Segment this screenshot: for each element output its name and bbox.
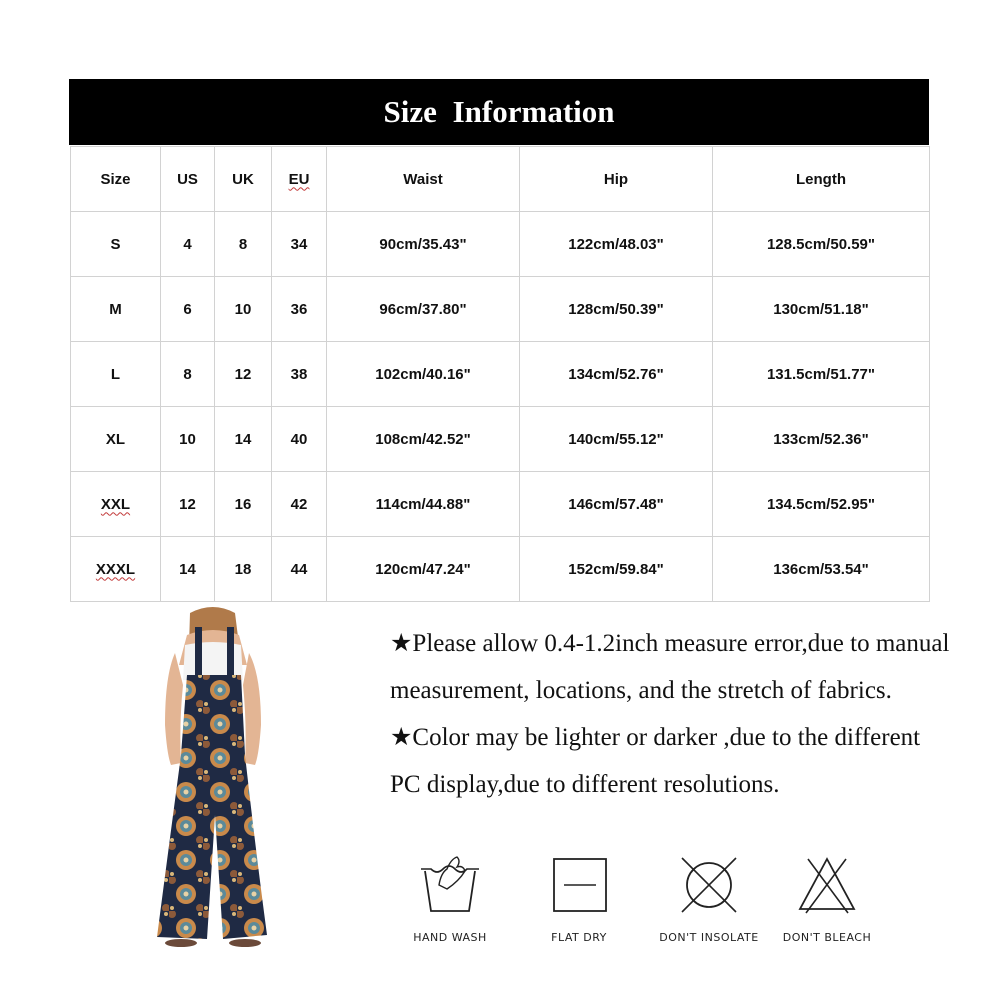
hip-cell: 128cm/50.39" — [520, 277, 713, 342]
hip-cell: 146cm/57.48" — [520, 472, 713, 537]
care-dont-insolate — [649, 855, 769, 944]
waist-cell: 102cm/40.16" — [327, 342, 520, 407]
uk-cell: 18 — [215, 537, 272, 602]
note-color-difference: ★Color may be lighter or darker ,due to the different PC display,due to different resolutions. — [390, 724, 921, 798]
header-size: Size — [71, 147, 161, 212]
header-us: US — [161, 147, 215, 212]
uk-cell: 16 — [215, 472, 272, 537]
dont-bleach-label: DON'T BLEACH — [782, 931, 872, 944]
length-cell: 131.5cm/51.77" — [713, 342, 930, 407]
eu-cell: 42 — [272, 472, 327, 537]
flat-dry-label: FLAT DRY — [551, 931, 607, 944]
us-cell: 4 — [161, 212, 215, 277]
eu-cell: 40 — [272, 407, 327, 472]
uk-cell: 10 — [215, 277, 272, 342]
us-cell: 12 — [161, 472, 215, 537]
header-waist: Waist — [327, 147, 520, 212]
us-cell: 14 — [161, 537, 215, 602]
table-row — [71, 212, 930, 277]
table-header-row — [71, 147, 930, 212]
table-row — [71, 472, 930, 537]
eu-cell: 36 — [272, 277, 327, 342]
eu-cell: 44 — [272, 537, 327, 602]
size-cell: S — [71, 212, 161, 277]
table-row — [71, 537, 930, 602]
length-cell: 128.5cm/50.59" — [713, 212, 930, 277]
uk-cell: 12 — [215, 342, 272, 407]
eu-cell: 38 — [272, 342, 327, 407]
hip-cell: 140cm/55.12" — [520, 407, 713, 472]
waist-cell: 108cm/42.52" — [327, 407, 520, 472]
uk-cell: 14 — [215, 407, 272, 472]
us-cell: 10 — [161, 407, 215, 472]
header-uk: UK — [215, 147, 272, 212]
table-row — [71, 342, 930, 407]
length-cell: 136cm/53.54" — [713, 537, 930, 602]
us-cell: 8 — [161, 342, 215, 407]
uk-cell: 8 — [215, 212, 272, 277]
dont-insolate-label: DON'T INSOLATE — [659, 931, 759, 944]
hip-cell: 122cm/48.03" — [520, 212, 713, 277]
hand-wash-label: HAND WASH — [413, 931, 487, 944]
length-cell: 130cm/51.18" — [713, 277, 930, 342]
size-table — [70, 146, 930, 602]
measurement-notes — [390, 620, 950, 808]
size-cell: M — [71, 277, 161, 342]
flat-dry-icon — [546, 855, 612, 915]
hand-wash-icon — [417, 855, 483, 915]
waist-cell: 96cm/37.80" — [327, 277, 520, 342]
size-cell: L — [71, 342, 161, 407]
hip-cell: 152cm/59.84" — [520, 537, 713, 602]
table-row — [71, 407, 930, 472]
care-dont-bleach — [767, 855, 887, 944]
header-hip: Hip — [520, 147, 713, 212]
size-cell: XXL — [71, 472, 161, 537]
table-row — [71, 277, 930, 342]
product-model-image — [135, 605, 285, 950]
dont-bleach-icon — [794, 855, 860, 915]
hip-cell: 134cm/52.76" — [520, 342, 713, 407]
size-cell: XXXL — [71, 537, 161, 602]
header-eu: EU — [272, 147, 327, 212]
care-flat-dry — [519, 855, 639, 944]
waist-cell: 114cm/44.88" — [327, 472, 520, 537]
waist-cell: 120cm/47.24" — [327, 537, 520, 602]
length-cell: 134.5cm/52.95" — [713, 472, 930, 537]
size-cell: XL — [71, 407, 161, 472]
care-hand-wash — [390, 855, 510, 944]
page-title: Size Information — [383, 94, 615, 129]
dont-insolate-icon — [676, 855, 742, 915]
eu-cell: 34 — [272, 212, 327, 277]
length-cell: 133cm/52.36" — [713, 407, 930, 472]
us-cell: 6 — [161, 277, 215, 342]
size-info-banner — [69, 79, 929, 145]
waist-cell: 90cm/35.43" — [327, 212, 520, 277]
header-length: Length — [713, 147, 930, 212]
note-measure-error: ★Please allow 0.4-1.2inch measure error,due to manual measurement, locations, and the stretch of fabrics. — [390, 630, 950, 704]
